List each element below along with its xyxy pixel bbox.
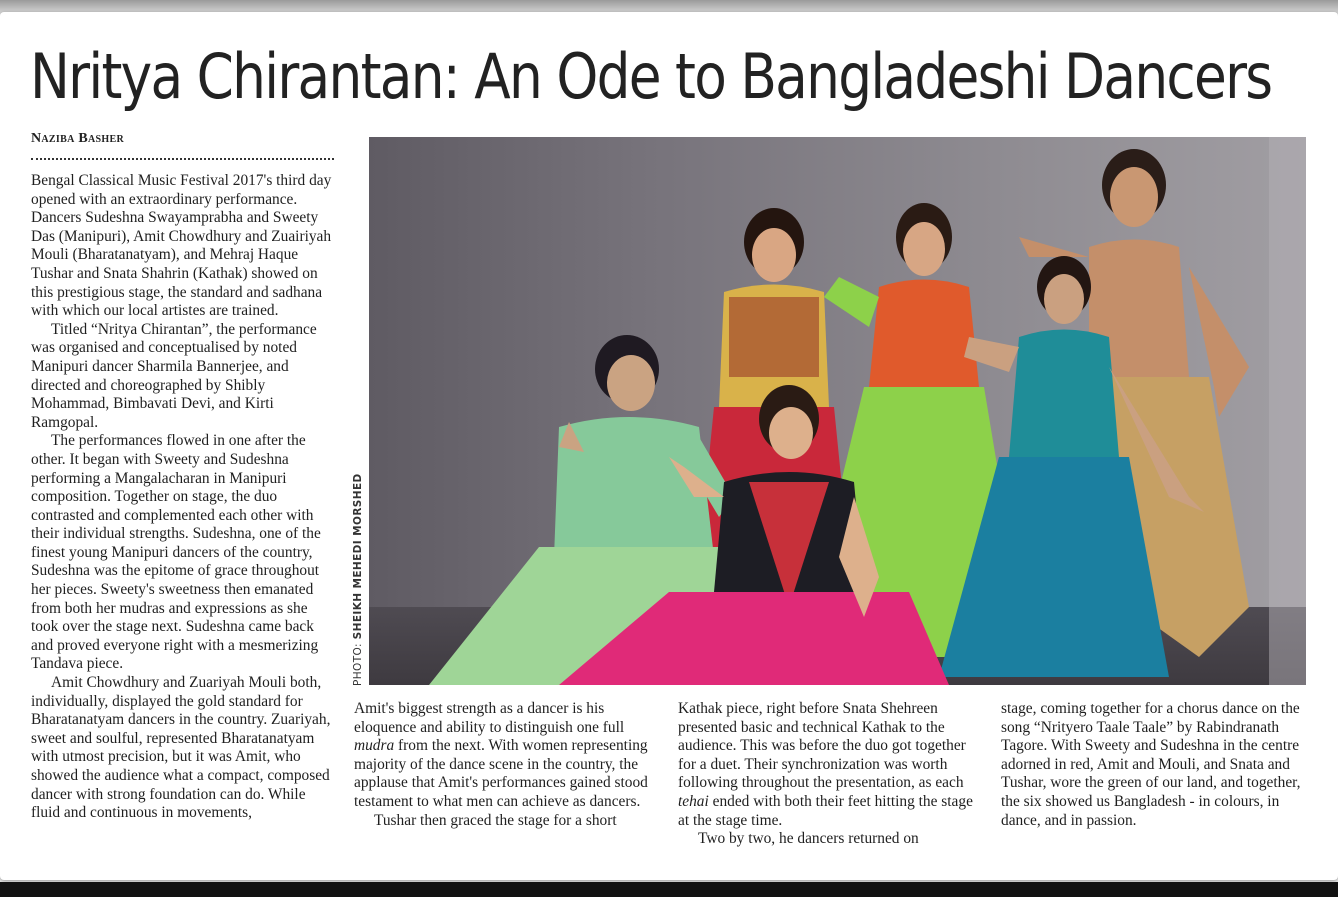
article-headline: Nritya Chirantan: An Ode to Bangladeshi Dancers	[30, 40, 1272, 113]
text-run: ended with both their feet hitting the stage at the stage time.	[678, 792, 973, 829]
text-italic: mudra	[354, 737, 395, 755]
paragraph: Tushar then graced the stage for a short	[374, 811, 617, 829]
text-italic: tehai	[678, 792, 709, 810]
photo-credit-prefix: PHOTO:	[352, 639, 364, 686]
article-column-2	[354, 700, 661, 860]
paragraph: Bengal Classical Music Festival 2017's third day opened with an extraordinary performance. Dancers Sudeshna Swayamprabha and Sweety Das (Manipuri), Amit Chowdhury and Zuairiyah Mouli (Bharatanatyam), and Mehraj Haque Tushar and Snata Shahrin (Kathak) showed on this prestigious stage, the standard and sadhana with which our local artistes are trained.	[31, 172, 332, 320]
paragraph: Amit Chowdhury and Zuariyah Mouli both, individually, displayed the gold standard for Bharatanatyam dancers in the country. Zuariyah, sweet and soulful, represented Bharatanatyam with utmost precision, but it was Amit, who showed the audience what a compact, composed dancer with strong foundation can do. While fluid and continuous in movements,	[31, 674, 331, 822]
text-run: Amit's biggest strength as a dancer is his eloquence and ability to distinguish one full	[354, 700, 625, 736]
paragraph: stage, coming together for a chorus dance on the song “Nrityero Taale Taale” by Rabindranath Tagore. With Sweety and Sudeshna in the centre adorned in red, Amit and Mouli, and Snata and Tushar, wore the green of our land, and together, the six showed us Bangladesh - in colours, in dance, and in passion.	[1001, 700, 1301, 829]
article-column-1	[31, 172, 336, 852]
viewer-bottom-bar	[0, 882, 1338, 897]
text-run: from the next. With women representing majority of the dance scene in the country, the applause that Amit's performances gained stood testament to what men can achieve as dancers.	[354, 737, 648, 810]
byline-divider	[31, 158, 334, 160]
text-run: Kathak piece, right before Snata Shehreen presented basic and technical Kathak to the audience. This was before the duo got together for a duet. Their synchronization was worth following throughout the presentation, as each	[678, 700, 966, 792]
dancers-photo	[369, 137, 1306, 685]
article-column-4	[1001, 700, 1306, 860]
article-column-3	[678, 700, 985, 860]
paragraph: Two by two, he dancers returned on	[698, 830, 919, 848]
photo-credit	[352, 473, 364, 686]
paragraph	[354, 700, 661, 812]
paragraph: The performances flowed in one after the other. It began with Sweety and Sudeshna performing a Mangalacharan in Manipuri composition. Together on stage, the duo contrasted and complemented each other with their individual strengths. Sudeshna, one of the finest young Manipuri dancers of the country, Sudeshna was the epitome of grace throughout her pieces. Sweety's sweetness then emanated from both her mudras and expressions as she took over the stage next. Sudeshna came back and proved everyone right with a mesmerizing Tandava piece.	[31, 432, 321, 673]
paragraph: Titled “Nritya Chirantan”, the performance was organised and conceptualised by noted Manipuri dancer Sharmila Bannerjee, and directed and choreographed by Shibly Mohammad, Bimbavati Devi, and Kirti Ramgopal.	[31, 320, 317, 431]
byline: Naziba Basher	[31, 131, 124, 146]
paragraph	[678, 700, 985, 830]
photo-credit-name: SHEIKH MEHEDI MORSHED	[352, 473, 364, 640]
